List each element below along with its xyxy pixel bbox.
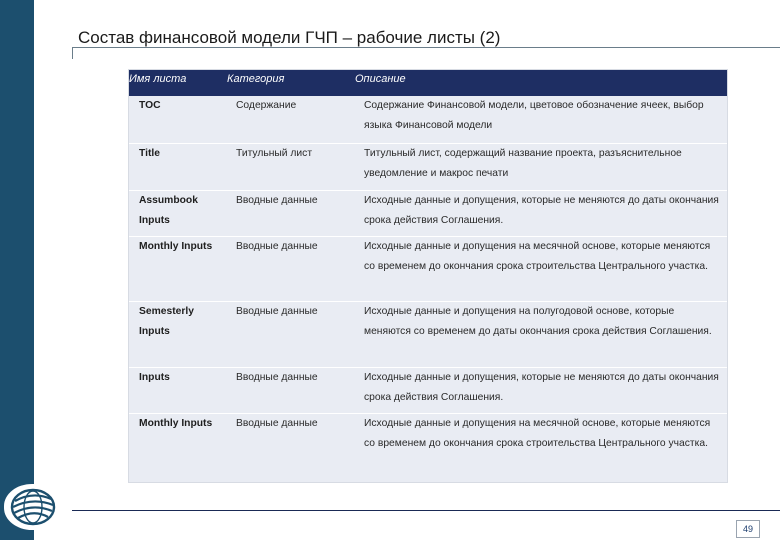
- cell-category: Вводные данные: [236, 195, 318, 206]
- cell-description: Исходные данные и допущения на полугодовой основе, которые меняются со временем до даты окончания срока действия Соглашения.: [364, 306, 712, 337]
- worksheets-table: [128, 69, 728, 483]
- left-sidebar-bar: [0, 0, 34, 540]
- cell-category: Вводные данные: [236, 306, 318, 317]
- cell-description: Исходные данные и допущения, которые не меняются до даты окончания срока действия Соглашения.: [364, 372, 719, 403]
- title-divider-tick: [72, 47, 73, 59]
- cell-sheet-name: Inputs: [139, 372, 170, 383]
- cell-description: Титульный лист, содержащий название проекта, разъяснительное уведомление и макрос печати: [364, 148, 682, 179]
- cell-category: Вводные данные: [236, 418, 318, 429]
- table-row: [129, 302, 727, 368]
- globe-logo-icon: [4, 484, 62, 530]
- cell-description: Исходные данные и допущения, которые не меняются до даты окончания срока действия Соглашения.: [364, 195, 719, 226]
- cell-description: Исходные данные и допущения на месячной основе, которые меняются со временем до окончания срока строительства Центрального участка.: [364, 241, 711, 272]
- column-header-description: Описание: [355, 73, 406, 85]
- table-row: [129, 96, 727, 144]
- page-title: Состав финансовой модели ГЧП – рабочие листы (2): [78, 28, 501, 47]
- column-header-sheet-name: Имя листа: [129, 73, 187, 85]
- table-row: [129, 144, 727, 191]
- footer-divider: [72, 510, 780, 511]
- title-divider: [72, 47, 780, 48]
- table-row: [129, 414, 727, 480]
- page-number: 49: [736, 520, 760, 538]
- column-header-category: Категория: [227, 73, 285, 85]
- cell-sheet-name: Semesterly Inputs: [139, 306, 194, 337]
- cell-sheet-name: TOC: [139, 100, 161, 111]
- cell-sheet-name: Monthly Inputs: [139, 418, 213, 429]
- table-header-row: [129, 70, 727, 96]
- cell-category: Содержание: [236, 100, 297, 111]
- cell-description: Содержание Финансовой модели, цветовое обозначение ячеек, выбор языка Финансовой модели: [364, 100, 704, 131]
- cell-sheet-name: Assumbook Inputs: [139, 195, 198, 226]
- cell-description: Исходные данные и допущения на месячной основе, которые меняются со временем до окончания срока строительства Центрального участка.: [364, 418, 711, 449]
- table-row: [129, 368, 727, 414]
- table-row: [129, 237, 727, 302]
- cell-category: Вводные данные: [236, 372, 318, 383]
- cell-category: Вводные данные: [236, 241, 318, 252]
- table-row: [129, 191, 727, 237]
- cell-sheet-name: Title: [139, 148, 160, 159]
- cell-sheet-name: Monthly Inputs: [139, 241, 213, 252]
- cell-category: Титульный лист: [236, 148, 313, 159]
